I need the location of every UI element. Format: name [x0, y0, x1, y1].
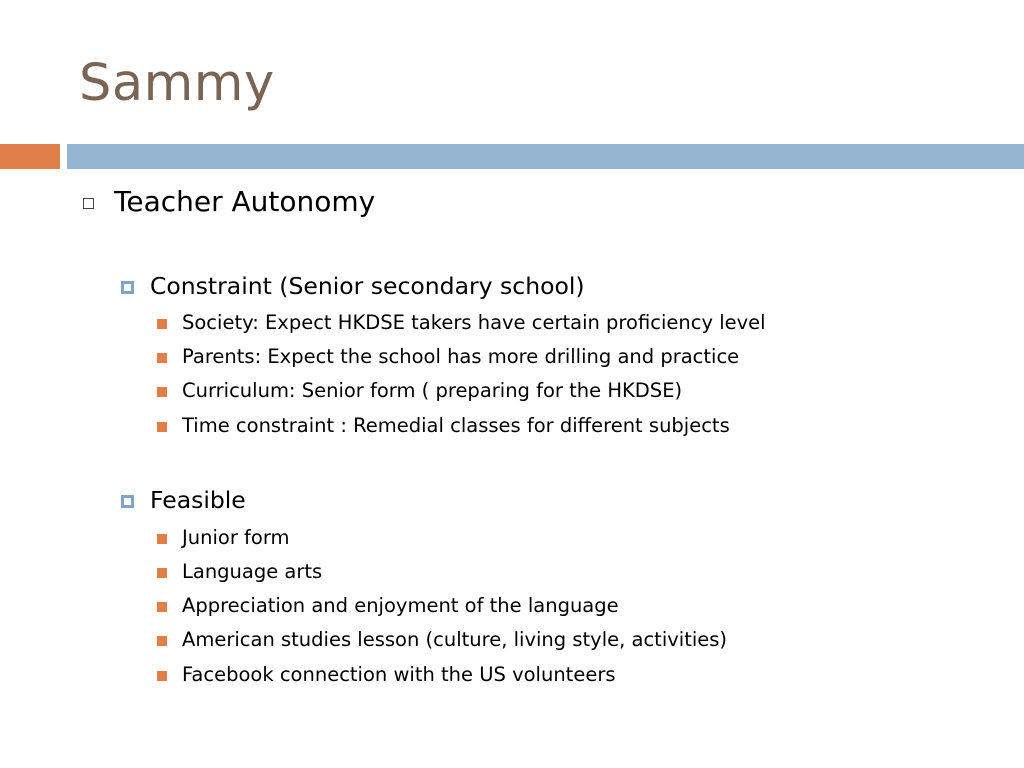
filled-square-bullet-icon	[157, 534, 167, 544]
bullet-level3-item	[157, 309, 766, 337]
filled-square-bullet-icon	[157, 319, 167, 329]
accent-bar-blue	[67, 144, 1024, 169]
square-bullet-icon	[121, 281, 134, 294]
bullet-level1-teacher-autonomy	[83, 183, 375, 221]
bullet-level3-item	[157, 524, 290, 552]
bullet-level2-constraint	[121, 270, 585, 302]
bullet-text: Junior form	[182, 526, 290, 549]
filled-square-bullet-icon	[157, 422, 167, 432]
bullet-text: Appreciation and enjoyment of the language	[182, 594, 619, 617]
bullet-level3-item	[157, 661, 616, 689]
bullet-text: Language arts	[182, 560, 323, 583]
hollow-square-bullet-icon	[83, 198, 94, 209]
bullet-level2-feasible	[121, 484, 246, 516]
bullet-text: Facebook connection with the US volunteers	[182, 663, 616, 686]
bullet-level3-item	[157, 592, 619, 620]
filled-square-bullet-icon	[157, 353, 167, 363]
bullet-text: Feasible	[150, 486, 246, 514]
filled-square-bullet-icon	[157, 568, 167, 578]
bullet-text: Parents: Expect the school has more drilling and practice	[182, 345, 740, 368]
bullet-level3-item	[157, 412, 730, 440]
filled-square-bullet-icon	[157, 671, 167, 681]
bullet-text: Time constraint : Remedial classes for different subjects	[182, 414, 730, 437]
bullet-text: Constraint (Senior secondary school)	[150, 272, 585, 300]
filled-square-bullet-icon	[157, 387, 167, 397]
bullet-level3-item	[157, 377, 682, 405]
slide-title: Sammy	[79, 54, 275, 113]
bullet-level3-item	[157, 558, 322, 586]
bullet-text: Teacher Autonomy	[114, 185, 376, 218]
filled-square-bullet-icon	[157, 636, 167, 646]
bullet-text: Society: Expect HKDSE takers have certain proficiency level	[182, 311, 766, 334]
square-bullet-icon	[121, 495, 134, 508]
filled-square-bullet-icon	[157, 602, 167, 612]
bullet-text: Curriculum: Senior form ( preparing for the HKDSE)	[182, 379, 683, 402]
bullet-text: American studies lesson (culture, living style, activities)	[182, 628, 728, 651]
bullet-level3-item	[157, 626, 727, 654]
accent-bar-orange	[0, 144, 60, 169]
bullet-level3-item	[157, 343, 739, 371]
